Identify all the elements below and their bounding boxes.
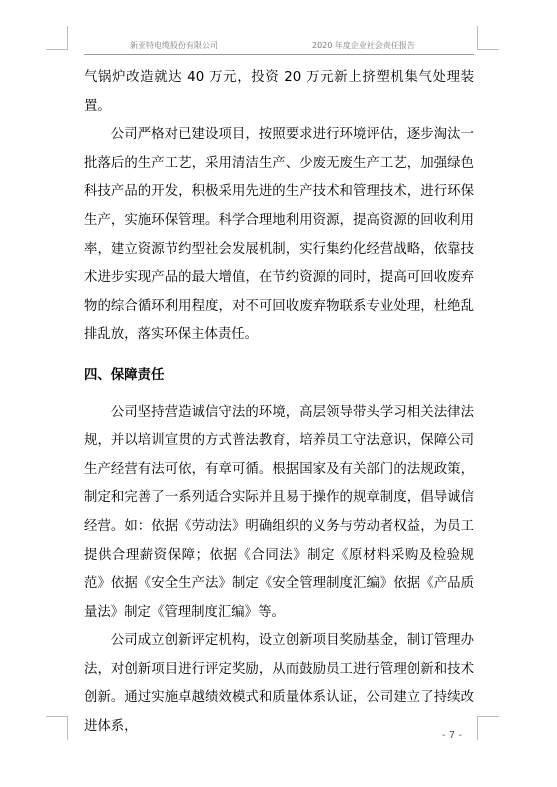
body-content	[84, 64, 474, 742]
crop-mark	[477, 26, 478, 50]
crop-mark	[477, 49, 499, 50]
section-heading: 四、保障责任	[84, 367, 165, 383]
crop-mark	[67, 716, 68, 740]
crop-mark	[67, 26, 68, 50]
crop-mark	[477, 716, 478, 740]
crop-mark	[46, 49, 68, 50]
header-company: 新亚特电缆股份有限公司	[130, 41, 218, 50]
page-number: - 7 -	[442, 730, 462, 741]
crop-mark	[46, 716, 68, 717]
header-report-title: 2020 年度企业社会责任报告	[312, 41, 415, 50]
paragraph-innovation: 公司成立创新评定机构，设立创新项目奖励基金，制订管理办法，对创新项目进行评定奖励，从而鼓励员工进行管理创新和技术创新。通过实施卓越绩效模式和质量体系认证，公司建立了持续改进体系，	[84, 633, 474, 735]
page-header	[84, 40, 474, 55]
paragraph-environment: 公司严格对已建设项目，按照要求进行环境评估，逐步淘汰一批落后的生产工艺，采用清洁生产、少废无废生产工艺，加强绿色科技产品的开发，积极采用先进的生产技术和管理技术，进行环保生产，实施环保管理。科学合理地利用资源，提高资源的回收利用率，建立资源节约型社会发展机制，实行集约化经营战略，依靠技术进步实现产品的最大增值，在节约资源的同时，提高可回收废弃物的综合循环利用程度，对不可回收废弃物联系专业处理，杜绝乱排乱放，落实环保主体责任。	[84, 127, 474, 343]
crop-mark	[477, 716, 499, 717]
paragraph-continuation: 气锅炉改造就达 40 万元，投资 20 万元新上挤塑机集气处理装置。	[84, 70, 474, 114]
paragraph-legal-compliance: 公司坚持营造诚信守法的环境，高层领导带头学习相关法律法规，并以培训宣贯的方式普法教育，培养员工守法意识，保障公司生产经营有法可依，有章可循。根据国家及有关部门的法规政策，制定和完善了一系列适合实际并且易于操作的规章制度，倡导诚信经营。如：依据《劳动法》明确组织的义务与劳动者权益，为员工提供合理薪资保障；依据《合同法》制定《原材料采购及检验规范》依据《安全生产法》制定《安全管理制度汇编》依据《产品质量法》制定《管理制度汇编》等。	[84, 404, 474, 620]
